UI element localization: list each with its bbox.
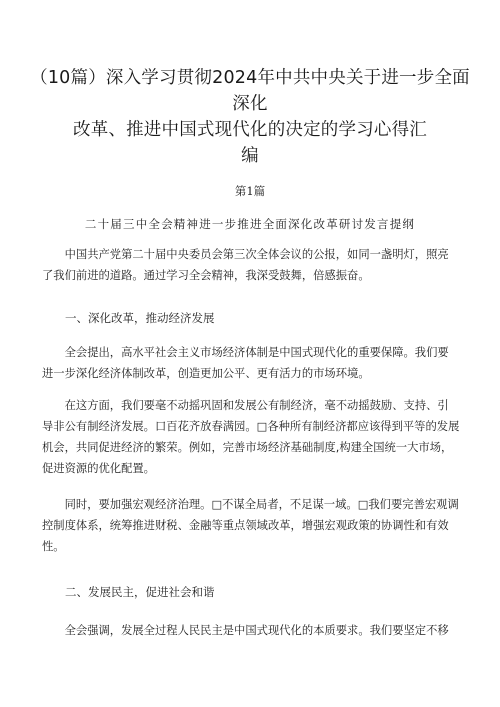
title-line-3: 编	[241, 146, 259, 166]
text-line: 同时，要加强宏观经济治理。□不谋全局者，不足谋一域。□我们要完善宏观调	[42, 498, 459, 511]
paragraph-ownership	[42, 395, 472, 479]
section-heading-1: 一、深化改革，推动经济发展	[65, 311, 215, 325]
text-line: 在这方面，我们要毫不动摇巩固和发展公有制经济，毫不动摇鼓励、支持、引	[42, 399, 449, 412]
text-line: 控制度体系，统筹推进财税、金融等重点领域改革，增强宏观政策的协调性和有效	[42, 519, 449, 532]
section-subtitle: 二十届三中全会精神进一步推进全面深化改革研讨发言提纲	[84, 217, 416, 231]
text-line: 机会，共同促进经济的繁荣。例如，完善市场经济基础制度,构建全国统一大市场，	[42, 441, 453, 454]
title-line-1: （10篇）深入学习贯彻2024年中共中央关于进一步全面深化	[30, 68, 470, 114]
text-line: 促进资源的优化配置。	[42, 462, 155, 475]
text-line: 中国共产党第二十届中央委员会第三次全体会议的公报，如同一盏明灯，照亮	[42, 248, 449, 261]
text-line: 全会提出，高水平社会主义市场经济体制是中国式现代化的重要保障。我们要	[42, 346, 449, 359]
paragraph-democracy	[42, 620, 472, 641]
text-line: 导非公有制经济发展。口百花齐放春满园。□各种所有制经济都应该得到平等的发展	[42, 420, 460, 433]
paragraph-macro-governance	[42, 494, 472, 557]
chapter-label: 第1篇	[234, 184, 266, 198]
text-line: 性。	[42, 540, 65, 553]
paragraph-intro	[42, 244, 472, 286]
title-line-2: 改革、推进中国式现代化的决定的学习心得汇	[73, 120, 427, 140]
document-title	[30, 65, 470, 169]
text-line: 进一步深化经济体制改革，创造更加公平、更有活力的市场环境。	[42, 367, 370, 380]
text-line: 了我们前进的道路。通过学习全会精神，我深受鼓舞，倍感振奋。	[42, 269, 370, 282]
text-line: 全会强调，发展全过程人民民主是中国式现代化的本质要求。我们要坚定不移	[42, 624, 449, 637]
section-heading-2: 二、发展民主，促进社会和谐	[65, 585, 215, 599]
paragraph-market-system	[42, 342, 472, 384]
